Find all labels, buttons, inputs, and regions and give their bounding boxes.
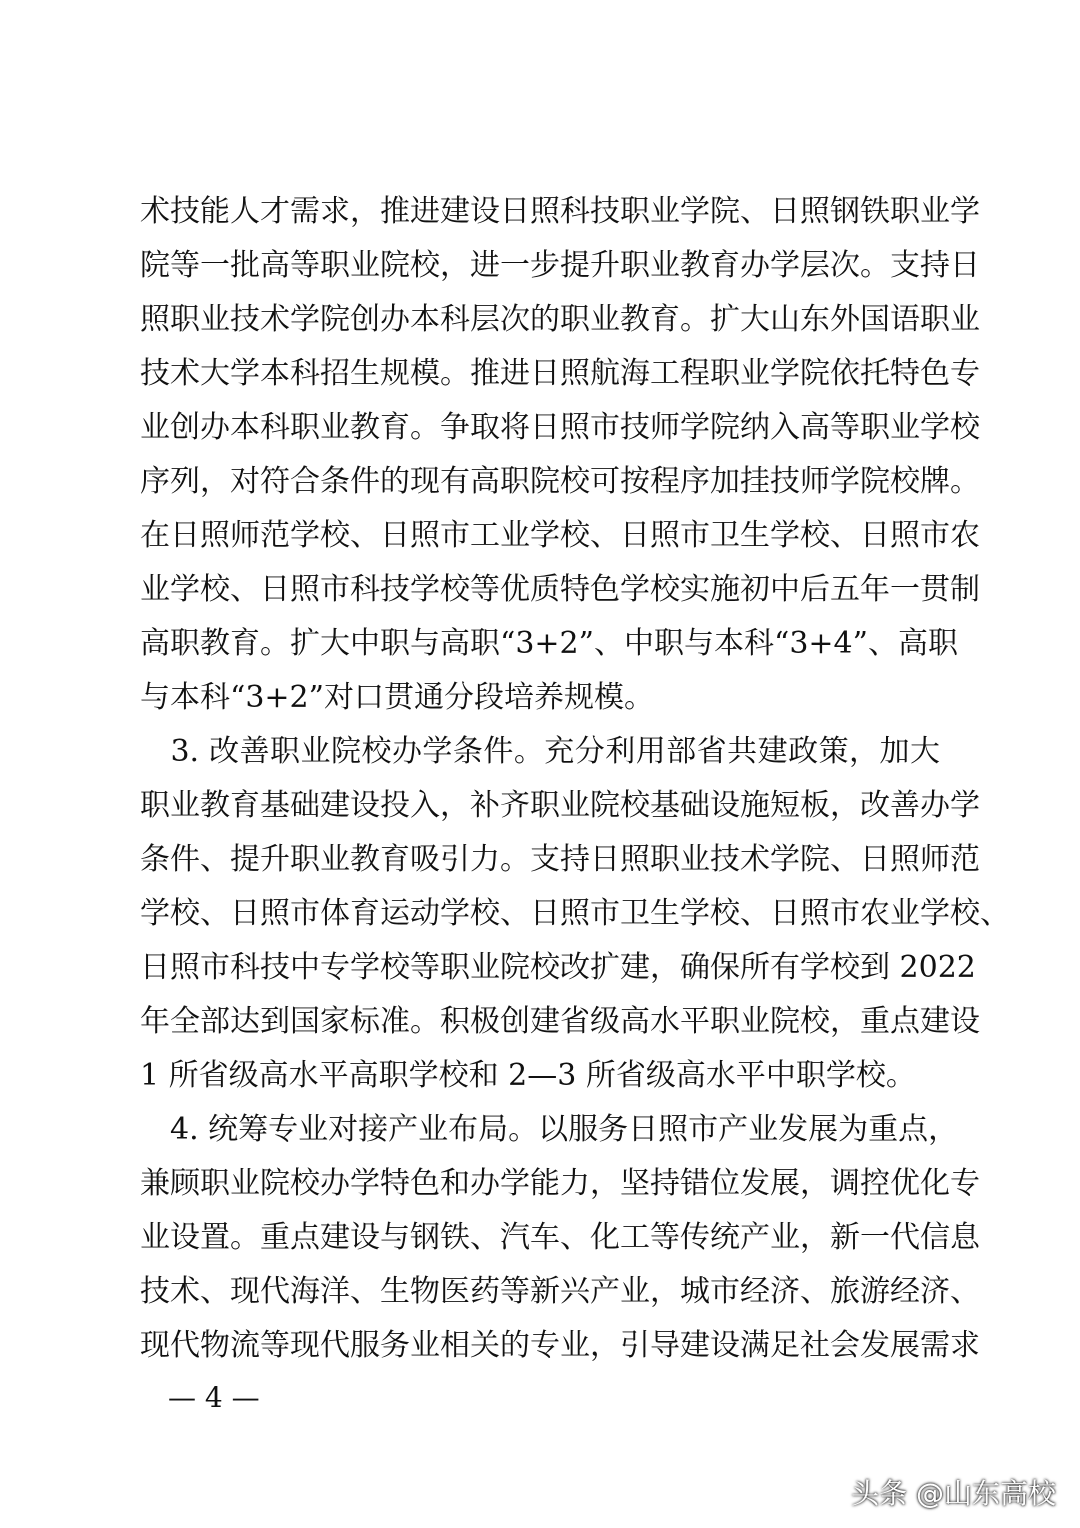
text-line: 4. 统筹专业对接产业布局。以服务日照市产业发展为重点， [140, 1112, 959, 1147]
text-line: 业创办本科职业教育。争取将日照市技师学院纳入高等职业学校 [140, 410, 980, 445]
text-line: 年全部达到国家标准。积极创建省级高水平职业院校，重点建设 [140, 1004, 980, 1039]
text-line: 学校、日照市体育运动学校、日照市卫生学校、日照市农业学校、 [140, 896, 1010, 931]
text-line: 技术、现代海洋、生物医药等新兴产业，城市经济、旅游经济、 [140, 1274, 980, 1309]
text-line: 兼顾职业院校办学特色和办学能力，坚持错位发展，调控优化专 [140, 1166, 980, 1201]
document-body [140, 185, 1010, 1373]
text-line: 与本科“3+2”对口贯通分段培养规模。 [140, 680, 654, 715]
text-line: 在日照师范学校、日照市工业学校、日照市卫生学校、日照市农 [140, 518, 980, 553]
text-line: 3. 改善职业院校办学条件。充分利用部省共建政策，加大 [140, 734, 940, 769]
text-line: 序列，对符合条件的现有高职院校可按程序加挂技师学院校牌。 [140, 464, 980, 499]
watermark: 头条 @山东高校 [851, 1477, 1056, 1510]
text-line: 职业教育基础建设投入，补齐职业院校基础设施短板，改善办学 [140, 788, 980, 823]
text-line: 术技能人才需求，推进建设日照科技职业学院、日照钢铁职业学 [140, 194, 980, 229]
text-line: 条件、提升职业教育吸引力。支持日照职业技术学院、日照师范 [140, 842, 980, 877]
text-line: 1 所省级高水平高职学校和 2—3 所省级高水平中职学校。 [140, 1058, 916, 1093]
page-number: — 4 — [168, 1381, 260, 1414]
text-line: 照职业技术学院创办本科层次的职业教育。扩大山东外国语职业 [140, 302, 980, 337]
text-line: 现代物流等现代服务业相关的专业，引导建设满足社会发展需求 [140, 1328, 980, 1363]
text-line: 业学校、日照市科技学校等优质特色学校实施初中后五年一贯制 [140, 572, 980, 607]
text-line: 技术大学本科招生规模。推进日照航海工程职业学院依托特色专 [140, 356, 980, 391]
text-line: 日照市科技中专学校等职业院校改扩建，确保所有学校到 2022 [140, 950, 976, 985]
text-line: 业设置。重点建设与钢铁、汽车、化工等传统产业，新一代信息 [140, 1220, 980, 1255]
text-line: 院等一批高等职业院校，进一步提升职业教育办学层次。支持日 [140, 248, 980, 283]
text-line: 高职教育。扩大中职与高职“3+2”、中职与本科“3+4”、高职 [140, 626, 958, 661]
